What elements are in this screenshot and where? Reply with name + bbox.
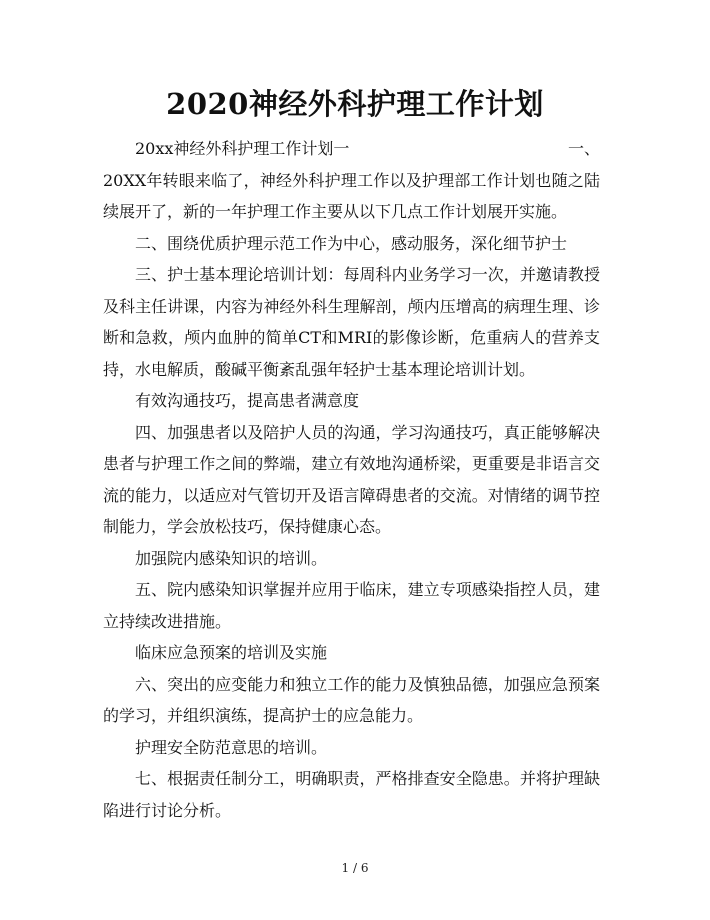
paragraph-intro: 20XX年转眼来临了，神经外科护理工作以及护理部工作计划也随之陆续展开了，新的一年护理工作主要从以下几点工作计划展开实施。: [103, 170, 600, 221]
section-one-marker: 一、: [567, 139, 600, 158]
subheading-emergency-plan: 临床应急预案的培训及实施: [135, 643, 328, 662]
subheading-safety-training: 护理安全防范意思的培训。: [135, 737, 328, 757]
subheading-communication: 有效沟通技巧，提高患者满意度: [135, 391, 360, 410]
paragraph-section-four: 四、加强患者以及陪护人员的沟通，学习沟通技巧，真正能够解决患者与护理工作之间的弊端，建立有效地沟通桥梁，更重要是非语言交流的能力，以适应对气管切开及语言障碍患者的交流。对情绪的调节控制能力，学会放松技巧，保持健康心态。: [103, 422, 600, 536]
paragraph-section-three: 三、护士基本理论培训计划：每周科内业务学习一次，并邀请教授及科主任讲课，内容为神经外科生理解剖，颅内压增高的病理生理、诊断和急救，颅内血肿的简单CT和MRI的影像诊断，危重病人的营养支持，水电解质，酸碱平衡紊乱强年轻护士基本理论培训计划。: [103, 265, 600, 379]
paragraph-section-six: 六、突出的应变能力和独立工作的能力及慎独品德，加强应急预案的学习，并组织演练，提高护士的应急能力。: [103, 674, 600, 725]
document-body: [103, 133, 600, 826]
page-number: 1 / 6: [341, 861, 369, 875]
paragraph-section-five: 五、院内感染知识掌握并应用于临床，建立专项感染指控人员，建立持续改进措施。: [103, 580, 600, 631]
subheading-infection-training: 加强院内感染知识的培训。: [135, 548, 328, 568]
paragraph-section-seven: 七、根据责任制分工，明确职责，严格排查安全隐患。并将护理缺陷进行讨论分析。: [103, 769, 600, 820]
document-title: 2020神经外科护理工作计划: [166, 87, 544, 121]
intro-heading: 20xx神经外科护理工作计划一: [135, 139, 350, 158]
paragraph-section-two: 二、围绕优质护理示范工作为中心，感动服务，深化细节护士: [135, 233, 568, 253]
intro-line: [103, 133, 600, 165]
